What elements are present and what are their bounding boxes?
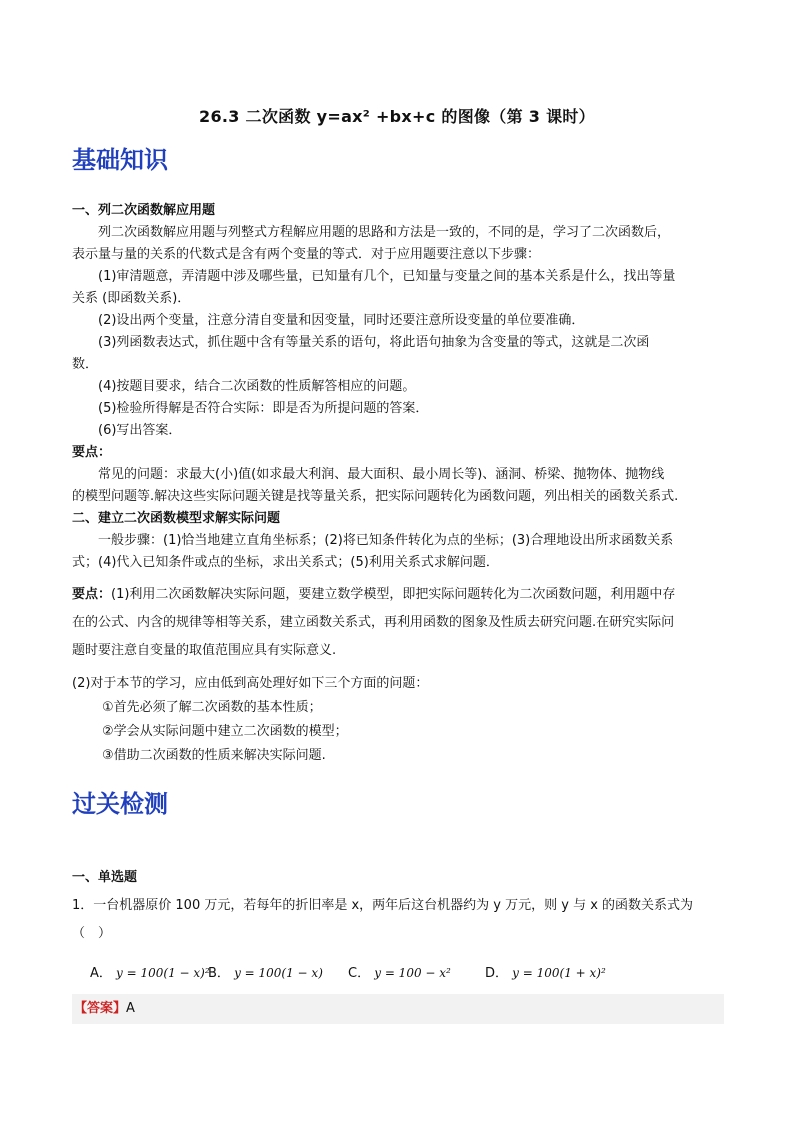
option-d-label: D． xyxy=(485,966,509,981)
key-point-line: 题时要注意自变量的取值范围应具有实际意义. xyxy=(72,643,337,658)
option-b-formula: y = 100(1 − x) xyxy=(234,966,323,980)
step-4: (4)按题目要求，结合二次函数的性质解答相应的问题。 xyxy=(98,379,416,394)
key-point-2 xyxy=(72,581,728,665)
paragraph-line: 一般步骤：(1)恰当地建立直角坐标系；(2)将已知条件转化为点的坐标；(3)合理地设出所求函数关系 xyxy=(98,533,674,548)
list-item: ③借助二次函数的性质来解决实际问题. xyxy=(102,748,326,763)
step-1-cont: 关系 (即函数关系)． xyxy=(72,291,191,306)
step-3: (3)列函数表达式，抓住题中含有等量关系的语句，将此语句抽象为含变量的等式，这就是二次函 xyxy=(98,335,650,350)
step-3-cont: 数． xyxy=(72,357,99,372)
list-item: ①首先必须了解二次函数的基本性质； xyxy=(102,700,322,715)
step-2: (2)设出两个变量，注意分清自变量和因变量，同时还要注意所设变量的单位要准确． xyxy=(98,313,585,328)
paragraph-line: 表示量与量的关系的代数式是含有两个变量的等式．对于应用题要注意以下步骤： xyxy=(72,247,541,262)
sub-heading-2: 二、建立二次函数模型求解实际问题 xyxy=(72,511,281,526)
paragraph-line: (2)对于本节的学习，应由低到高处理好如下三个方面的问题： xyxy=(72,676,429,691)
section-heading-basics: 基础知识 xyxy=(72,145,168,174)
section-heading-check: 过关检测 xyxy=(72,789,168,818)
answer-value: A xyxy=(126,1001,135,1016)
paragraph-line: 列二次函数解应用题与列整式方程解应用题的思路和方法是一致的，不同的是，学习了二次函数后， xyxy=(98,225,671,240)
key-point-label: 要点： xyxy=(72,445,112,460)
page-title: 26.3 二次函数 y=ax² +bx+c 的图像（第 3 课时） xyxy=(199,107,595,126)
option-c-label: C． xyxy=(348,966,371,981)
sub-heading-1: 一、列二次函数解应用题 xyxy=(72,203,216,218)
list-item: ②学会从实际问题中建立二次函数的模型； xyxy=(102,724,348,739)
option-d[interactable] xyxy=(485,962,606,981)
option-c[interactable] xyxy=(348,962,451,981)
paragraph-line: 式；(4)代入已知条件或点的坐标，求出关系式；(5)利用关系式求解问题． xyxy=(72,555,499,570)
option-a-label: A． xyxy=(90,966,112,981)
answer-label: 【答案】 xyxy=(74,1001,127,1016)
question-1-blank: （ ） xyxy=(72,926,112,941)
option-a-formula: y = 100(1 − x)² xyxy=(116,966,210,980)
key-point-line: (1)利用二次函数解决实际问题，要建立数学模型，即把实际问题转化为二次函数问题，利用题中存 xyxy=(111,587,676,602)
quiz-type-heading: 一、单选题 xyxy=(72,870,138,885)
key-point-line: 常见的问题：求最大(小)值(如求最大利润、最大面积、最小周长等)、涵洞、桥梁、抛物体、抛物线 xyxy=(98,467,665,482)
key-point-line: 的模型问题等.解决这些实际问题关键是找等量关系，把实际问题转化为函数问题，列出相关的函数关系式. xyxy=(72,489,679,504)
option-b-label: B． xyxy=(208,966,230,981)
study-notes xyxy=(72,672,728,768)
option-c-formula: y = 100 − x² xyxy=(374,966,451,980)
quiz-section xyxy=(72,866,728,946)
key-point-line: 在的公式、内含的规律等相等关系，建立函数关系式，再利用函数的图象及性质去研究问题.在研究实际问 xyxy=(72,615,675,630)
question-1-text: 1．一台机器原价 100 万元，若每年的折旧率是 x，两年后这台机器约为 y 万元，则 y 与 x 的函数关系式为 xyxy=(72,898,694,913)
option-a[interactable] xyxy=(90,962,210,981)
key-point-label: 要点： xyxy=(72,587,112,602)
step-6: (6)写出答案． xyxy=(98,423,182,438)
answer-box xyxy=(72,994,724,1024)
step-1: (1)审清题意，弄清题中涉及哪些量，已知量有几个，已知量与变量之间的基本关系是什么，找出等量 xyxy=(98,269,676,284)
step-5: (5)检验所得解是否符合实际：即是否为所提问题的答案． xyxy=(98,401,429,416)
option-d-formula: y = 100(1 + x)² xyxy=(512,966,606,980)
option-b[interactable] xyxy=(208,962,323,981)
basics-content xyxy=(72,200,728,574)
